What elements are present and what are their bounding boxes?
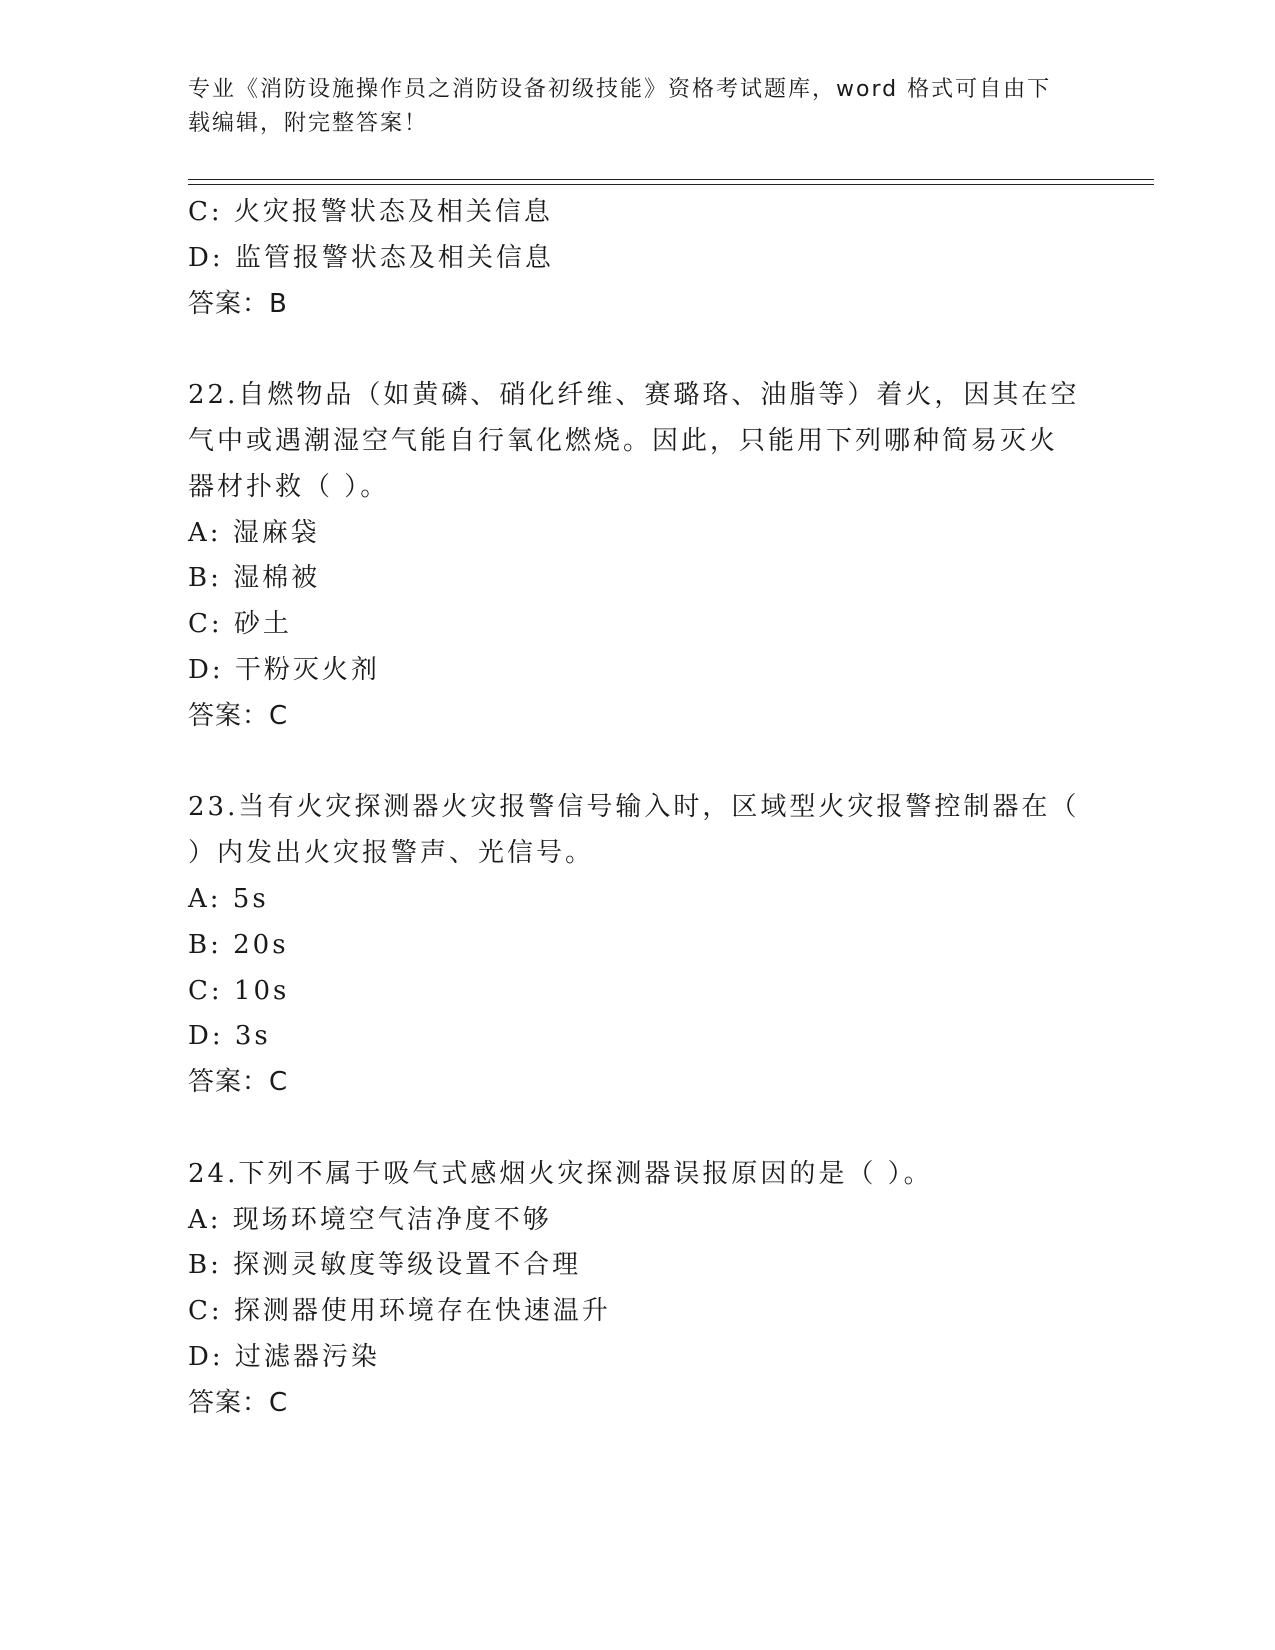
question-stem-line: 气中或遇潮湿空气能自行氧化燃烧。因此，只能用下列哪种简易灭火 — [188, 425, 1059, 456]
question-stem-line: ）内发出火灾报警声、光信号。 — [188, 838, 595, 869]
header-line-1: 专业《消防设施操作员之消防设备初级技能》资格考试题库，word 格式可自由下 — [188, 77, 1052, 102]
spacer — [188, 327, 1088, 373]
option-d: D: 监管报警状态及相关信息 — [188, 242, 554, 273]
option-a: A: 现场环境空气洁净度不够 — [188, 1204, 552, 1235]
header-divider-top — [188, 179, 1154, 180]
option-c: C: 砂土 — [188, 609, 292, 640]
option-b: B: 探测灵敏度等级设置不合理 — [188, 1250, 582, 1281]
question-content — [188, 190, 1088, 1427]
question-stem-line: 24.下列不属于吸气式感烟火灾探测器误报原因的是（ ）。 — [188, 1158, 933, 1189]
answer-line: 答案：C — [188, 1067, 289, 1098]
spacer — [188, 740, 1088, 786]
option-c: C: 10s — [188, 975, 290, 1006]
question-stem-line: 22.自燃物品（如黄磷、硝化纤维、赛璐珞、油脂等）着火，因其在空 — [188, 380, 1080, 411]
document-header — [188, 73, 1068, 141]
question-stem-line: 器材扑救（ ）。 — [188, 471, 390, 502]
header-line-2: 载编辑，附完整答案！ — [188, 111, 429, 136]
answer-line: 答案：B — [188, 288, 288, 319]
question-stem-line: 23.当有火灾探测器火灾报警信号输入时，区域型火灾报警控制器在（ — [188, 792, 1080, 823]
option-c: C: 探测器使用环境存在快速温升 — [188, 1296, 611, 1327]
option-d: D: 3s — [188, 1021, 271, 1052]
spacer — [188, 1106, 1088, 1152]
option-b: B: 20s — [188, 929, 289, 960]
option-a: A: 5s — [188, 883, 269, 914]
answer-line: 答案：C — [188, 700, 289, 731]
question-22 — [188, 373, 1088, 739]
option-a: A: 湿麻袋 — [188, 517, 320, 548]
question-23 — [188, 785, 1088, 1106]
option-b: B: 湿棉被 — [188, 563, 321, 594]
option-d: D: 干粉灭火剂 — [188, 654, 380, 685]
answer-line: 答案：C — [188, 1387, 289, 1418]
previous-question-tail — [188, 190, 1088, 327]
option-d: D: 过滤器污染 — [188, 1341, 380, 1372]
question-24 — [188, 1152, 1088, 1427]
option-c: C: 火灾报警状态及相关信息 — [188, 197, 553, 227]
header-divider-bottom — [188, 184, 1154, 185]
